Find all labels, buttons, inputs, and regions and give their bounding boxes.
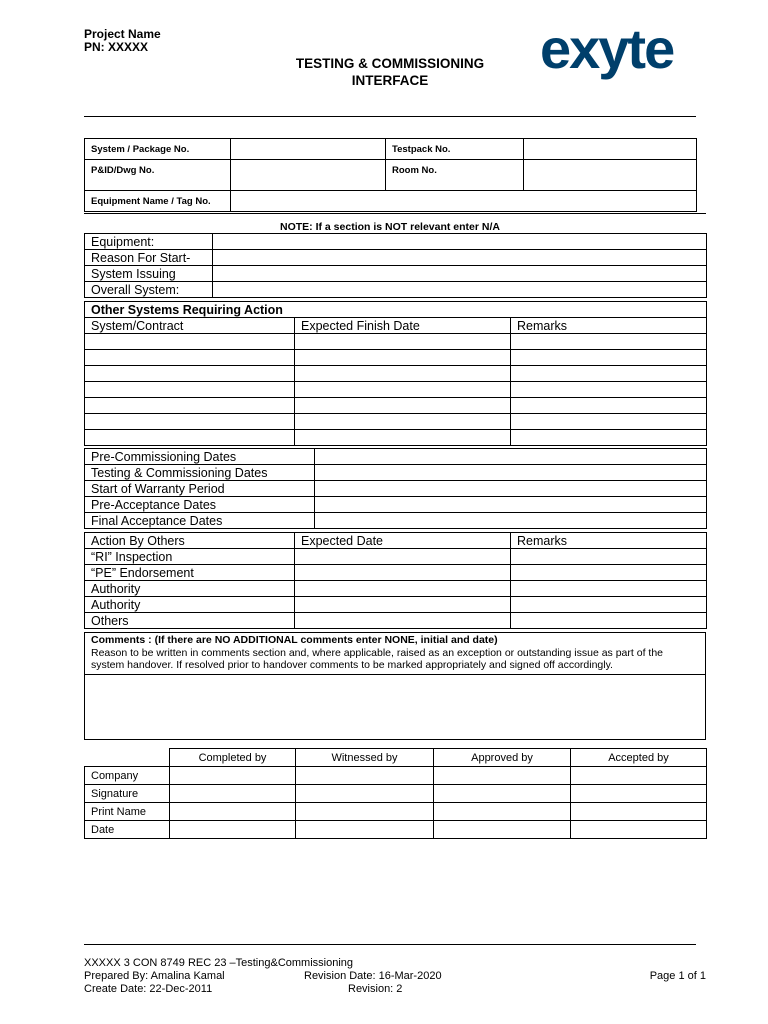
table-cell[interactable]: [295, 613, 511, 629]
final-acceptance-dates-label: Final Acceptance Dates: [85, 513, 315, 529]
col-system-contract: System/Contract: [85, 318, 295, 334]
table-row: [85, 366, 707, 382]
warranty-start-label: Start of Warranty Period: [85, 481, 315, 497]
table-cell[interactable]: [295, 398, 511, 414]
table-cell[interactable]: [571, 767, 707, 785]
col-remarks: Remarks: [511, 318, 707, 334]
table-row: [85, 581, 707, 597]
col-accepted-by: Accepted by: [571, 749, 707, 767]
comments-text: [85, 633, 705, 673]
equipment-field[interactable]: [213, 234, 707, 250]
reason-label: Reason For Start-: [85, 250, 213, 266]
table-row: [85, 334, 707, 350]
equipment-tag-field[interactable]: [231, 191, 697, 212]
table-row: [85, 613, 707, 629]
equipment-label: Equipment:: [85, 234, 213, 250]
table-cell[interactable]: [511, 613, 707, 629]
overall-system-label: Overall System:: [85, 282, 213, 298]
pe-endorsement-label: “PE” Endorsement: [85, 565, 295, 581]
table-cell[interactable]: [295, 549, 511, 565]
other-systems-table: [84, 301, 707, 446]
table-row: [85, 597, 707, 613]
table-cell[interactable]: [434, 803, 571, 821]
testpack-label: Testpack No.: [386, 139, 524, 160]
table-cell[interactable]: [511, 398, 707, 414]
signoff-table: [84, 748, 707, 839]
table-cell[interactable]: [170, 803, 296, 821]
testing-commissioning-dates-label: Testing & Commissioning Dates: [85, 465, 315, 481]
authority-label: Authority: [85, 581, 295, 597]
footer-revision: Revision: 2: [348, 983, 403, 995]
room-field[interactable]: [524, 160, 697, 191]
final-acceptance-dates-field[interactable]: [315, 513, 707, 529]
footer-prepared-by: Prepared By: Amalina Kamal: [84, 970, 225, 982]
table-row: [85, 350, 707, 366]
ri-inspection-label: “RI” Inspection: [85, 549, 295, 565]
pre-commissioning-dates-field[interactable]: [315, 449, 707, 465]
table-cell[interactable]: [295, 565, 511, 581]
table-cell[interactable]: [295, 382, 511, 398]
table-cell[interactable]: [434, 785, 571, 803]
table-cell[interactable]: [571, 821, 707, 839]
table-cell[interactable]: [511, 549, 707, 565]
table-row: [85, 430, 707, 446]
project-name: Project Name: [84, 27, 161, 41]
table-cell[interactable]: [511, 597, 707, 613]
comments-heading: Comments : (If there are NO ADDITIONAL comments enter NONE, initial and date): [91, 634, 498, 646]
table-cell[interactable]: [295, 366, 511, 382]
print-name-label: Print Name: [85, 803, 170, 821]
table-cell[interactable]: [434, 767, 571, 785]
project-number: PN: XXXXX: [84, 40, 149, 54]
table-cell[interactable]: [85, 334, 295, 350]
comments-section: [84, 632, 706, 740]
info-table: [84, 138, 697, 212]
logo-text: exyte: [540, 22, 674, 80]
table-cell[interactable]: [295, 334, 511, 350]
table-cell[interactable]: [511, 430, 707, 446]
authority-label: Authority: [85, 597, 295, 613]
table-cell[interactable]: [170, 767, 296, 785]
pre-acceptance-dates-label: Pre-Acceptance Dates: [85, 497, 315, 513]
pid-dwg-label: P&ID/Dwg No.: [85, 160, 231, 191]
table-row: [85, 382, 707, 398]
footer-create-date: Create Date: 22-Dec-2011: [84, 983, 213, 995]
project-header: [84, 28, 161, 54]
table-row: [85, 414, 707, 430]
table-row: [85, 767, 707, 785]
table-cell[interactable]: [170, 785, 296, 803]
table-cell[interactable]: [511, 382, 707, 398]
document-title: [240, 55, 540, 89]
table-cell[interactable]: [511, 565, 707, 581]
reason-field[interactable]: [213, 250, 707, 266]
signature-label: Signature: [85, 785, 170, 803]
table-row: [85, 398, 707, 414]
system-issuing-field[interactable]: [213, 266, 707, 282]
system-package-field[interactable]: [231, 139, 386, 160]
table-cell[interactable]: [296, 785, 434, 803]
table-cell[interactable]: [85, 430, 295, 446]
col-action-by-others: Action By Others: [85, 533, 295, 549]
exyte-logo: [538, 22, 700, 82]
equipment-tag-label: Equipment Name / Tag No.: [85, 191, 231, 212]
signoff-corner: [85, 749, 170, 767]
testing-commissioning-dates-field[interactable]: [315, 465, 707, 481]
header-rule: [84, 116, 696, 117]
actions-table: [84, 532, 707, 629]
table-cell[interactable]: [511, 414, 707, 430]
table-row: [85, 549, 707, 565]
table-cell[interactable]: [511, 581, 707, 597]
col-approved-by: Approved by: [434, 749, 571, 767]
date-label: Date: [85, 821, 170, 839]
overall-system-field[interactable]: [213, 282, 707, 298]
footer-doc-ref: XXXXX 3 CON 8749 REC 23 –Testing&Commissioning: [84, 957, 354, 969]
pid-dwg-field[interactable]: [231, 160, 386, 191]
section-rule: [84, 213, 706, 214]
note-text: NOTE: If a section is NOT relevant enter N/A: [280, 221, 500, 233]
col-action-remarks: Remarks: [511, 533, 707, 549]
table-cell[interactable]: [295, 414, 511, 430]
table-cell[interactable]: [295, 581, 511, 597]
col-witnessed-by: Witnessed by: [296, 749, 434, 767]
company-label: Company: [85, 767, 170, 785]
title-line-1: TESTING & COMMISSIONING: [295, 56, 485, 71]
footer-rule: [84, 944, 696, 945]
table-cell[interactable]: [296, 821, 434, 839]
others-label: Others: [85, 613, 295, 629]
table-cell[interactable]: [571, 785, 707, 803]
title-line-2: INTERFACE: [351, 73, 429, 88]
table-cell[interactable]: [571, 803, 707, 821]
dates-table: [84, 448, 707, 529]
footer-revision-date: Revision Date: 16-Mar-2020: [304, 970, 442, 982]
col-expected-finish-date: Expected Finish Date: [295, 318, 511, 334]
table-cell[interactable]: [296, 767, 434, 785]
comments-input-area[interactable]: [85, 675, 705, 739]
table-row: [85, 565, 707, 581]
table-cell[interactable]: [434, 821, 571, 839]
footer-page-number: Page 1 of 1: [649, 970, 706, 982]
pre-acceptance-dates-field[interactable]: [315, 497, 707, 513]
table-cell[interactable]: [85, 398, 295, 414]
warranty-start-field[interactable]: [315, 481, 707, 497]
table-cell[interactable]: [85, 382, 295, 398]
table-row: [85, 803, 707, 821]
table-cell[interactable]: [295, 350, 511, 366]
room-label: Room No.: [386, 160, 524, 191]
table-cell[interactable]: [170, 821, 296, 839]
table-cell[interactable]: [85, 366, 295, 382]
table-row: [85, 821, 707, 839]
table-cell[interactable]: [295, 597, 511, 613]
table-cell[interactable]: [85, 350, 295, 366]
table-cell[interactable]: [511, 366, 707, 382]
col-expected-date: Expected Date: [295, 533, 511, 549]
col-completed-by: Completed by: [170, 749, 296, 767]
table-cell[interactable]: [511, 350, 707, 366]
testpack-field[interactable]: [524, 139, 697, 160]
other-systems-heading: Other Systems Requiring Action: [85, 302, 707, 318]
general-table: [84, 233, 707, 298]
system-issuing-label: System Issuing: [85, 266, 213, 282]
pre-commissioning-dates-label: Pre-Commissioning Dates: [85, 449, 315, 465]
comments-instructions: Reason to be written in comments section and, where applicable, raised as an exception or outstanding issue as part of the system handover. If resolved prior to handover comments to be marked appropriately and signed off accordingly.: [91, 646, 663, 671]
system-package-label: System / Package No.: [85, 139, 231, 160]
table-cell[interactable]: [511, 334, 707, 350]
table-cell[interactable]: [295, 430, 511, 446]
table-row: [85, 785, 707, 803]
table-cell[interactable]: [85, 414, 295, 430]
table-cell[interactable]: [296, 803, 434, 821]
